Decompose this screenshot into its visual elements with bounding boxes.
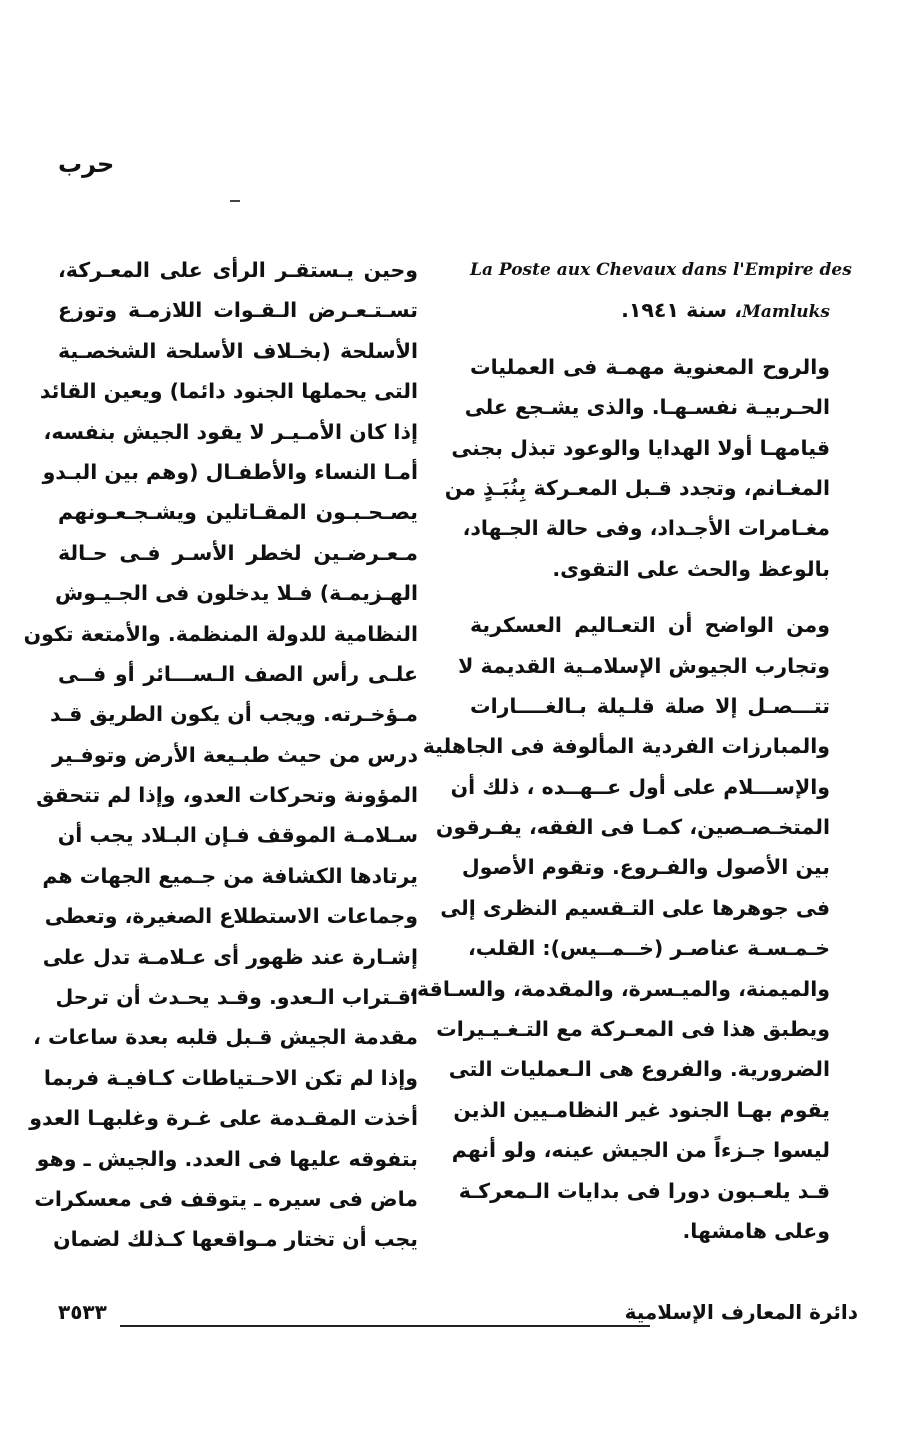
- header-mark: [230, 200, 240, 202]
- text-line: يقوم بهـا الجنود غير النظامـيين الذين: [453, 1097, 830, 1122]
- text-line: وإذا لم تكن الاحـتياطات كـافيـة فربما: [43, 1065, 418, 1090]
- text-line: أخذت المقـدمة على غـرة وغلبهـا العدو: [29, 1106, 418, 1131]
- text-line: والإســـلام على أول عــهــده ، ذلك أن: [450, 774, 830, 799]
- text-line: ويطبق هذا فى المعـركة مع التـغـيـيرات: [436, 1017, 830, 1042]
- text-line: والروح المعنوية مهمـة فى العمليات: [470, 354, 830, 379]
- text-line: تسـتـعـرض الـقـوات اللازمـة وتوزع: [58, 298, 418, 323]
- text-line: مـؤخـرته. ويجب أن يكون الطريق قـد: [50, 702, 418, 727]
- page-number: ٣٥٣٣: [58, 1300, 107, 1324]
- text-line: يصـحـبـون المقـاتلين ويشـجـعـونهم: [58, 500, 418, 525]
- text-line: إذا كان الأمـيـر لا يقود الجيش بنفسه،: [43, 419, 418, 444]
- text-line: المؤونة وتحركات العدو، وإذا لم تتحقق: [36, 783, 418, 808]
- text-line: علـى رأس الصف الـســـائر أو فــى: [58, 661, 418, 686]
- text-line: بين الأصول والفـروع. وتقوم الأصول: [461, 855, 830, 880]
- text-line: وعلى هامشها.: [682, 1218, 830, 1243]
- text-line: أمـا النساء والأطفـال (وهم بين البـدو: [42, 459, 418, 484]
- citation-title: La Poste aux Chevaux dans l'Empire des: [470, 260, 852, 280]
- right-column: [409, 250, 852, 1251]
- text-line: النظامية للدولة المنظمة. والأمتعة تكون: [23, 621, 418, 646]
- citation-tail: [470, 290, 830, 330]
- text-line: مغـامرات الأجـداد، وفى حالة الجـهاد،: [462, 516, 830, 541]
- citation-tail-arabic: ، سنة ١٩٤١.: [621, 298, 742, 323]
- text-line: يرتادها الكشافة من جـميع الجهات هم: [42, 863, 418, 888]
- text-line: ماض فى سيره ـ يتوقف فى معسكرات: [34, 1186, 418, 1211]
- text-line: خـمـسـة عناصـر (خــمــيس): القلب،: [467, 936, 830, 961]
- text-line: المتخـصـصين، كمـا فى الفقه، يفـرقون: [435, 815, 830, 840]
- text-line: إشـارة عند ظهور أى عـلامـة تدل على: [42, 944, 418, 969]
- footer-title: دائرة المعارف الإسلامية: [624, 1300, 858, 1324]
- footer-rule: [120, 1325, 650, 1327]
- text-line: تتـــصـل إلا صلة قلـيلة بـالغــــارات: [470, 693, 830, 718]
- text-line: والميمنة، والميـسرة، والمقدمة، والسـاقة،: [409, 976, 830, 1001]
- text-line: قيامهـا أولا الهدايا والوعود تبذل بجنى: [451, 435, 830, 460]
- text-line: المغـانم، وتجدد قـبل المعـركة بِنُبَـذٍ من: [444, 475, 830, 500]
- citation-tail-latin: Mamluks: [742, 302, 830, 323]
- left-column: [23, 250, 418, 1260]
- text-line: وحين يـستقـر الرأى على المعـركة،: [58, 258, 418, 282]
- paragraph-morale: [444, 347, 830, 589]
- paragraph-military-doctrine: [409, 605, 830, 1251]
- text-line: يجب أن تختار مـواقعها كـذلك لضمان: [53, 1227, 418, 1252]
- text-line: قـد يلعـبون دورا فى بدايات الـمعركـة: [458, 1178, 830, 1203]
- text-line: الضرورية. والفروع هى الـعمليات التى: [448, 1057, 830, 1082]
- text-line: والمبارزات الفردية المألوفة فى الجاهلية: [422, 734, 830, 759]
- running-header: حرب: [58, 150, 115, 178]
- text-line: وتجارب الجيوش الإسلامـية القديمة لا: [458, 653, 830, 678]
- page-footer: [58, 1300, 858, 1340]
- text-line: اقـتراب الـعدو. وقـد يحـدث أن ترحل: [55, 985, 418, 1010]
- text-line: الحـربيـة نفسـهـا. والذى يشـجع على: [464, 395, 830, 420]
- text-line: الأسلحة (بخـلاف الأسلحة الشخصـية: [58, 338, 418, 363]
- text-line: مقدمة الجيش قـبل قلبه بعدة ساعات ،: [33, 1025, 418, 1050]
- text-line: درس من حيث طبـيعة الأرض وتوفـير: [52, 742, 418, 767]
- text-line: ليسوا جـزءاً من الجيش عينه، ولو أنهم: [451, 1138, 830, 1163]
- text-line: التى يحملها الجنود دائما) ويعين القائد: [39, 379, 418, 404]
- paragraph-battle-preparation: [23, 250, 418, 1260]
- text-line: ومن الواضح أن التعـاليم العسكرية: [470, 613, 830, 638]
- text-line: بالوعظ والحث على التقوى.: [552, 556, 830, 581]
- text-line: سـلامـة الموقف فـإن البـلاد يجب أن: [57, 823, 418, 848]
- text-line: فى جوهرها على التـقسيم النظرى إلى: [440, 895, 830, 920]
- text-line: مـعـرضـين لخطر الأسـر فـى حـالة: [58, 540, 418, 565]
- text-line: بتفوقه عليها فى العدد. والجيش ـ وهو: [36, 1146, 418, 1171]
- text-line: الهـزيمـة) فـلا يدخلون فى الجـيـوش: [54, 581, 418, 606]
- text-line: وجماعات الاستطلاع الصغيرة، وتعطى: [44, 904, 418, 929]
